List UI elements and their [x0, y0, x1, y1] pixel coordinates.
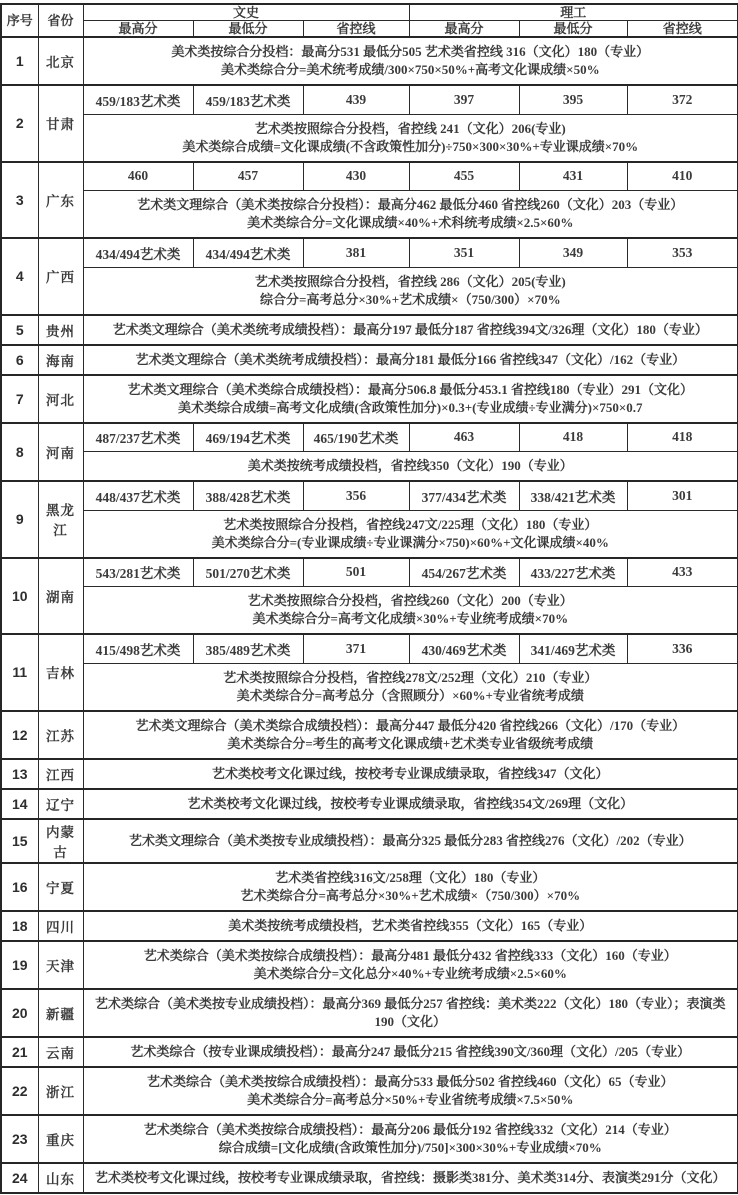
row-num-cell: 21 [1, 1037, 38, 1067]
score-cell: 377/434艺术类 [409, 481, 519, 510]
province-cell: 贵州 [38, 315, 83, 345]
score-cell: 410 [627, 162, 738, 191]
row-num-cell: 11 [1, 634, 38, 711]
score-cell: 395 [519, 85, 627, 114]
row-num-cell: 2 [1, 85, 38, 162]
score-cell: 418 [519, 423, 627, 452]
table-row [1, 345, 738, 375]
note-line: 艺术类文理综合（美术类按综合分投档）：最高分462 最低分460 省控线260（文化）203（专业） [137, 197, 684, 212]
note-line: 艺术类综合（美术类按综合成绩投档）：最高分533 最低分502 省控线460（文化）65（专业） [147, 1073, 674, 1089]
row-num-cell: 15 [1, 819, 38, 863]
note-line: 艺术类文理综合（美术类统考成绩投档）：最高分197 最低分187 省控线394文/326理（文化）180（专业） [112, 321, 708, 337]
note-line: 美术类按统考成绩投档，艺术类省控线355（文化）165（专业） [228, 917, 593, 933]
row-num-cell: 12 [1, 711, 38, 759]
note-line: 艺术类文理综合（美术类综合成绩投档）：最高分506.8 最低分453.1 省控线180（专业）291（文化） [127, 381, 694, 397]
score-cell: 431 [519, 162, 627, 191]
note-cell [83, 315, 738, 345]
note-line: 艺术类文理综合（美术类统考成绩投档）：最高分181 最低分166 省控线347（文化）/162（专业） [135, 351, 686, 367]
row-num-cell: 7 [1, 375, 38, 423]
table-row-note [1, 114, 738, 162]
row-num-cell: 4 [1, 238, 38, 315]
note-cell [83, 711, 738, 759]
note-line: 艺术类校考文化课过线，按校考专业课成绩录取，省控线354文/269理（文化） [187, 795, 634, 811]
note-line: 美术类综合分=考生的高考文化课成绩+艺术类专业省级统考成绩 [227, 735, 594, 751]
score-cell: 501/270艺术类 [193, 558, 303, 587]
score-cell: 460 [83, 162, 193, 191]
score-cell: 351 [409, 238, 519, 267]
table-row [1, 1115, 738, 1163]
table-row [1, 863, 738, 911]
province-cell: 甘肃 [38, 85, 83, 162]
note-line: 美术类综合分=文化总分×40%+专业统考成绩×2.5×60% [253, 965, 567, 981]
note-line: 美术类综合分=文化课成绩×40%+术科统考成绩×2.5×60% [247, 215, 574, 230]
score-cell: 487/237艺术类 [83, 423, 193, 452]
note-cell [83, 911, 738, 941]
score-cell: 463 [409, 423, 519, 452]
note-cell [83, 789, 738, 819]
table-row [1, 911, 738, 941]
table-row-note [1, 452, 738, 482]
score-cell: 371 [303, 634, 409, 663]
score-cell: 356 [303, 481, 409, 510]
province-cell: 新疆 [38, 989, 83, 1037]
province-cell: 黑龙江 [38, 481, 83, 558]
table-row [1, 1067, 738, 1115]
table-row-note [1, 510, 738, 558]
note-cell [83, 510, 738, 558]
note-cell [83, 1067, 738, 1115]
note-cell [83, 759, 738, 789]
table-row-note [1, 663, 738, 711]
province-cell: 辽宁 [38, 789, 83, 819]
score-cell: 388/428艺术类 [193, 481, 303, 510]
note-line: 艺术类校考文化课过线，按校考专业课成绩录取，省控线：摄影类381分、美术类314分、表演类291分（文化） [95, 1169, 726, 1185]
score-cell: 433/227艺术类 [519, 558, 627, 587]
table-row [1, 941, 738, 989]
table-row-note [1, 191, 738, 239]
score-cell: 434/494艺术类 [83, 238, 193, 267]
note-line: 美术类综合分=高考文化成绩×30%+专业统考成绩×70% [252, 611, 569, 626]
row-num-cell: 19 [1, 941, 38, 989]
table-row [1, 789, 738, 819]
header-row-groups [1, 4, 738, 21]
table-row [1, 711, 738, 759]
table-row [1, 37, 738, 85]
row-num-cell: 8 [1, 423, 38, 482]
table-row [1, 634, 738, 663]
score-cell: 459/183艺术类 [193, 85, 303, 114]
header-col-num: 序号 [1, 4, 38, 37]
note-line: 艺术类按照综合分投档，省控线260（文化）200（专业） [247, 593, 573, 608]
score-cell: 381 [303, 238, 409, 267]
header-col-province: 省份 [38, 4, 83, 37]
score-cell: 448/437艺术类 [83, 481, 193, 510]
score-cell: 349 [519, 238, 627, 267]
note-cell [83, 1037, 738, 1067]
note-line: 美术类综合成绩=高考文化成绩(含政策性加分)×0.3+(专业成绩÷专业满分)×750×0.7 [178, 399, 643, 415]
province-cell: 山东 [38, 1163, 83, 1193]
note-cell [83, 989, 738, 1037]
note-line: 美术类综合分=高考总分（含照顾分）×60%+专业省统考成绩 [236, 687, 584, 703]
province-cell: 江苏 [38, 711, 83, 759]
province-cell: 宁夏 [38, 863, 83, 911]
table-row [1, 238, 738, 267]
note-line: 美术类按综合分投档：最高分531 最低分505 艺术类省控线 316（文化）180（专业） [171, 44, 650, 59]
province-cell: 广东 [38, 162, 83, 239]
table-row [1, 558, 738, 587]
province-cell: 北京 [38, 37, 83, 85]
note-cell [83, 375, 738, 423]
header-ligong-max: 最高分 [409, 21, 519, 38]
note-line: 艺术类综合（美术类按综合成绩投档）：最高分481 最低分432 省控线333（文化）160（专业） [143, 947, 677, 963]
row-num-cell: 18 [1, 911, 38, 941]
row-num-cell: 16 [1, 863, 38, 911]
note-line: 美术类综合分=美术统考成绩/300×750×50%+高考文化课成绩×50% [220, 62, 600, 77]
row-num-cell: 9 [1, 481, 38, 558]
table-row [1, 315, 738, 345]
score-cell: 301 [627, 481, 738, 510]
province-cell: 河北 [38, 375, 83, 423]
row-num-cell: 20 [1, 989, 38, 1037]
score-cell: 385/489艺术类 [193, 634, 303, 663]
note-line: 艺术类省控线316文/258理（文化）180（专业） [275, 869, 546, 885]
table-row [1, 1163, 738, 1193]
note-line: 艺术类文理综合（美术类综合成绩投档）：最高分447 最低分420 省控线266（文化）/170（专业） [135, 717, 686, 733]
score-cell: 430 [303, 162, 409, 191]
score-cell: 454/267艺术类 [409, 558, 519, 587]
row-num-cell: 3 [1, 162, 38, 239]
row-num-cell: 1 [1, 37, 38, 85]
note-line: 美术类按统考成绩投档，省控线350（文化）190（专业） [247, 458, 573, 473]
score-cell: 336 [627, 634, 738, 663]
table-row [1, 1037, 738, 1067]
table-row [1, 162, 738, 191]
province-cell: 浙江 [38, 1067, 83, 1115]
table-row-note [1, 267, 738, 315]
table-row [1, 423, 738, 452]
table-row [1, 819, 738, 863]
note-line: 美术类综合成绩=文化课成绩(不含政策性加分)÷750×300×30%+专业课成绩×70% [182, 138, 639, 154]
score-cell: 465/190艺术类 [303, 423, 409, 452]
note-line: 艺术类按照综合分投档，省控线 241（文化）206(专业) [254, 120, 566, 136]
note-cell [83, 587, 738, 635]
table-header [1, 4, 738, 37]
score-cell: 439 [303, 85, 409, 114]
province-cell: 天津 [38, 941, 83, 989]
score-cell: 353 [627, 238, 738, 267]
score-cell: 433 [627, 558, 738, 587]
row-num-cell: 6 [1, 345, 38, 375]
score-cell: 430/469艺术类 [409, 634, 519, 663]
province-cell: 湖南 [38, 558, 83, 635]
note-line: 艺术类综合（美术类按综合成绩投档）：最高分206 最低分192 省控线332（文化）214（专业） [143, 1121, 677, 1137]
score-cell: 501 [303, 558, 409, 587]
score-cell: 372 [627, 85, 738, 114]
score-cell: 341/469艺术类 [519, 634, 627, 663]
table-row [1, 989, 738, 1037]
note-line: 艺术类综合（美术类按专业成绩投档）：最高分369 最低分257 省控线：美术类222（文化）180（专业）；表演类190（文化） [95, 995, 726, 1029]
note-line: 艺术类按照综合分投档，省控线278文/252理（文化）210（专业） [223, 669, 598, 685]
note-cell [83, 345, 738, 375]
table-row [1, 85, 738, 114]
score-cell: 459/183艺术类 [83, 85, 193, 114]
header-ligong-ctrl: 省控线 [627, 21, 738, 38]
note-line: 艺术类按照综合分投档，省控线 286（文化）205(专业) [254, 273, 566, 289]
score-cell: 543/281艺术类 [83, 558, 193, 587]
score-cell: 397 [409, 85, 519, 114]
header-row-sub [1, 21, 738, 38]
province-cell: 吉林 [38, 634, 83, 711]
row-num-cell: 14 [1, 789, 38, 819]
header-group-ligong: 理工 [409, 4, 738, 21]
score-cell: 469/194艺术类 [193, 423, 303, 452]
header-ligong-min: 最低分 [519, 21, 627, 38]
note-line: 艺术类校考文化课过线，按校考专业课成绩录取，省控线347（文化） [212, 765, 609, 781]
row-num-cell: 22 [1, 1067, 38, 1115]
header-group-wenshi: 文史 [83, 4, 409, 21]
province-cell: 海南 [38, 345, 83, 375]
score-cell: 457 [193, 162, 303, 191]
note-cell [83, 452, 738, 482]
score-cell: 434/494艺术类 [193, 238, 303, 267]
note-cell [83, 267, 738, 315]
note-cell [83, 37, 738, 85]
header-wenshi-max: 最高分 [83, 21, 193, 38]
table-body [1, 37, 738, 1193]
table-row [1, 375, 738, 423]
province-cell: 云南 [38, 1037, 83, 1067]
row-num-cell: 5 [1, 315, 38, 345]
province-cell: 内蒙古 [38, 819, 83, 863]
note-line: 艺术类按照综合分投档，省控线247文/225理（文化）180（专业） [223, 516, 598, 532]
note-cell [83, 114, 738, 162]
province-cell: 广西 [38, 238, 83, 315]
table-row [1, 481, 738, 510]
note-cell [83, 1163, 738, 1193]
row-num-cell: 24 [1, 1163, 38, 1193]
note-line: 艺术类综合（按专业课成绩投档）：最高分247 最低分215 省控线390文/360理（文化）/205（专业） [130, 1043, 691, 1059]
admission-score-table [0, 3, 738, 1194]
province-cell: 江西 [38, 759, 83, 789]
score-cell: 338/421艺术类 [519, 481, 627, 510]
row-num-cell: 13 [1, 759, 38, 789]
note-cell [83, 863, 738, 911]
table-row [1, 759, 738, 789]
header-wenshi-min: 最低分 [193, 21, 303, 38]
note-line: 综合成绩=[文化成绩(含政策性加分)/750]×300×30%+专业成绩×70% [218, 1139, 602, 1155]
note-cell [83, 819, 738, 863]
note-line: 美术类综合分=高考总分×50%+专业省统考成绩×7.5×50% [247, 1091, 574, 1107]
note-cell [83, 191, 738, 239]
row-num-cell: 23 [1, 1115, 38, 1163]
score-cell: 415/498艺术类 [83, 634, 193, 663]
header-wenshi-ctrl: 省控线 [303, 21, 409, 38]
province-cell: 河南 [38, 423, 83, 482]
note-line: 综合分=高考总分×30%+艺术成绩×（750/300）×70% [259, 291, 561, 307]
note-line: 艺术类文理综合（美术类按专业成绩投档）：最高分325 最低分283 省控线276（文化）/202（专业） [128, 832, 692, 848]
province-cell: 重庆 [38, 1115, 83, 1163]
score-cell: 455 [409, 162, 519, 191]
note-line: 艺术类综合分=高考总分×30%+艺术成绩×（750/300）×70% [240, 887, 581, 903]
province-cell: 四川 [38, 911, 83, 941]
note-cell [83, 663, 738, 711]
table-row-note [1, 587, 738, 635]
note-cell [83, 941, 738, 989]
score-cell: 418 [627, 423, 738, 452]
row-num-cell: 10 [1, 558, 38, 635]
note-cell [83, 1115, 738, 1163]
note-line: 美术类综合分=(专业课成绩÷专业课满分×750)×60%+文化课成绩×40% [211, 534, 609, 550]
